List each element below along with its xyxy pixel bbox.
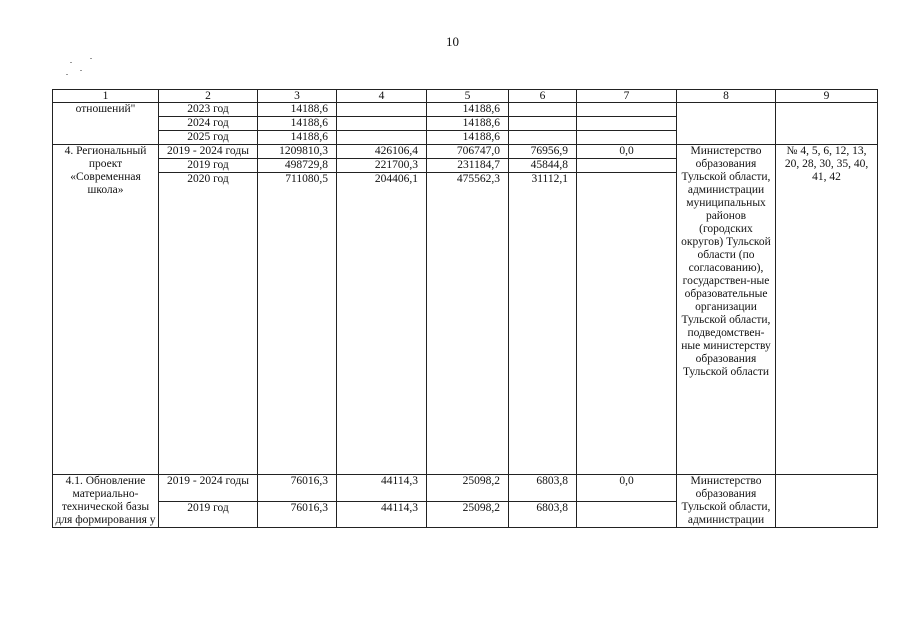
executor-cell: Министерство образования Тульской области, администрации: [677, 475, 776, 528]
executor-cell: Министерство образования Тульской области, администрации муниципальных районов (городских округов) Тульской области (по согласованию), государствен-ные образовательные организации Тульской области, подведомствен-ные министерству образования Тульской области: [677, 145, 776, 475]
value-cell: 711080,5: [258, 173, 337, 475]
value-cell: 76016,3: [258, 501, 337, 528]
value-cell: 706747,0: [427, 145, 509, 159]
value-cell: 6803,8: [509, 475, 577, 502]
table-row: [53, 145, 878, 159]
measure-name: 4.1. Обновление материально-технической базы для формирования у: [53, 475, 159, 528]
value-cell: 231184,7: [427, 159, 509, 173]
value-cell: 25098,2: [427, 501, 509, 528]
value-cell: 31112,1: [509, 173, 577, 475]
value-cell: [577, 131, 677, 145]
column-number: 8: [677, 90, 776, 103]
value-cell: [509, 103, 577, 117]
executor-cell: [677, 103, 776, 145]
value-cell: 45844,8: [509, 159, 577, 173]
period-cell: 2023 год: [159, 103, 258, 117]
value-cell: 0,0: [577, 145, 677, 159]
value-cell: [577, 117, 677, 131]
value-cell: 0,0: [577, 475, 677, 502]
period-cell: 2019 - 2024 годы: [159, 475, 258, 502]
column-number: 7: [577, 90, 677, 103]
indicators-cell: № 4, 5, 6, 12, 13, 20, 28, 30, 35, 40, 41, 42: [776, 145, 878, 475]
value-cell: 14188,6: [258, 131, 337, 145]
value-cell: [577, 173, 677, 475]
period-cell: 2019 год: [159, 501, 258, 528]
value-cell: 6803,8: [509, 501, 577, 528]
measure-name: отношений": [53, 103, 159, 145]
value-cell: 14188,6: [427, 131, 509, 145]
value-cell: [509, 117, 577, 131]
column-number-row: [53, 90, 878, 103]
column-number: 5: [427, 90, 509, 103]
measure-name: 4. Региональный проект «Современная школа»: [53, 145, 159, 475]
value-cell: [577, 103, 677, 117]
value-cell: 44114,3: [337, 475, 427, 502]
value-cell: 1209810,3: [258, 145, 337, 159]
column-number: 3: [258, 90, 337, 103]
scan-speck: [66, 74, 68, 75]
value-cell: 14188,6: [258, 117, 337, 131]
value-cell: 14188,6: [258, 103, 337, 117]
table-row: [53, 103, 878, 117]
value-cell: 76956,9: [509, 145, 577, 159]
period-cell: 2025 год: [159, 131, 258, 145]
period-cell: 2024 год: [159, 117, 258, 131]
value-cell: [337, 103, 427, 117]
indicators-cell: [776, 103, 878, 145]
scan-speck: [90, 58, 92, 59]
value-cell: 475562,3: [427, 173, 509, 475]
column-number: 1: [53, 90, 159, 103]
period-cell: 2020 год: [159, 173, 258, 475]
value-cell: 204406,1: [337, 173, 427, 475]
value-cell: 426106,4: [337, 145, 427, 159]
value-cell: 14188,6: [427, 117, 509, 131]
period-cell: 2019 год: [159, 159, 258, 173]
financing-table: [52, 89, 878, 528]
column-number: 6: [509, 90, 577, 103]
column-number: 4: [337, 90, 427, 103]
value-cell: 498729,8: [258, 159, 337, 173]
scan-speck: [80, 70, 82, 71]
value-cell: 44114,3: [337, 501, 427, 528]
value-cell: [509, 131, 577, 145]
value-cell: 14188,6: [427, 103, 509, 117]
scan-speck: [70, 62, 72, 63]
column-number: 2: [159, 90, 258, 103]
value-cell: [337, 117, 427, 131]
period-cell: 2019 - 2024 годы: [159, 145, 258, 159]
table-row: [53, 475, 878, 502]
page-number: 10: [446, 34, 459, 49]
value-cell: 76016,3: [258, 475, 337, 502]
indicators-cell: [776, 475, 878, 528]
value-cell: 25098,2: [427, 475, 509, 502]
column-number: 9: [776, 90, 878, 103]
value-cell: [337, 131, 427, 145]
value-cell: 221700,3: [337, 159, 427, 173]
value-cell: [577, 159, 677, 173]
value-cell: [577, 501, 677, 528]
